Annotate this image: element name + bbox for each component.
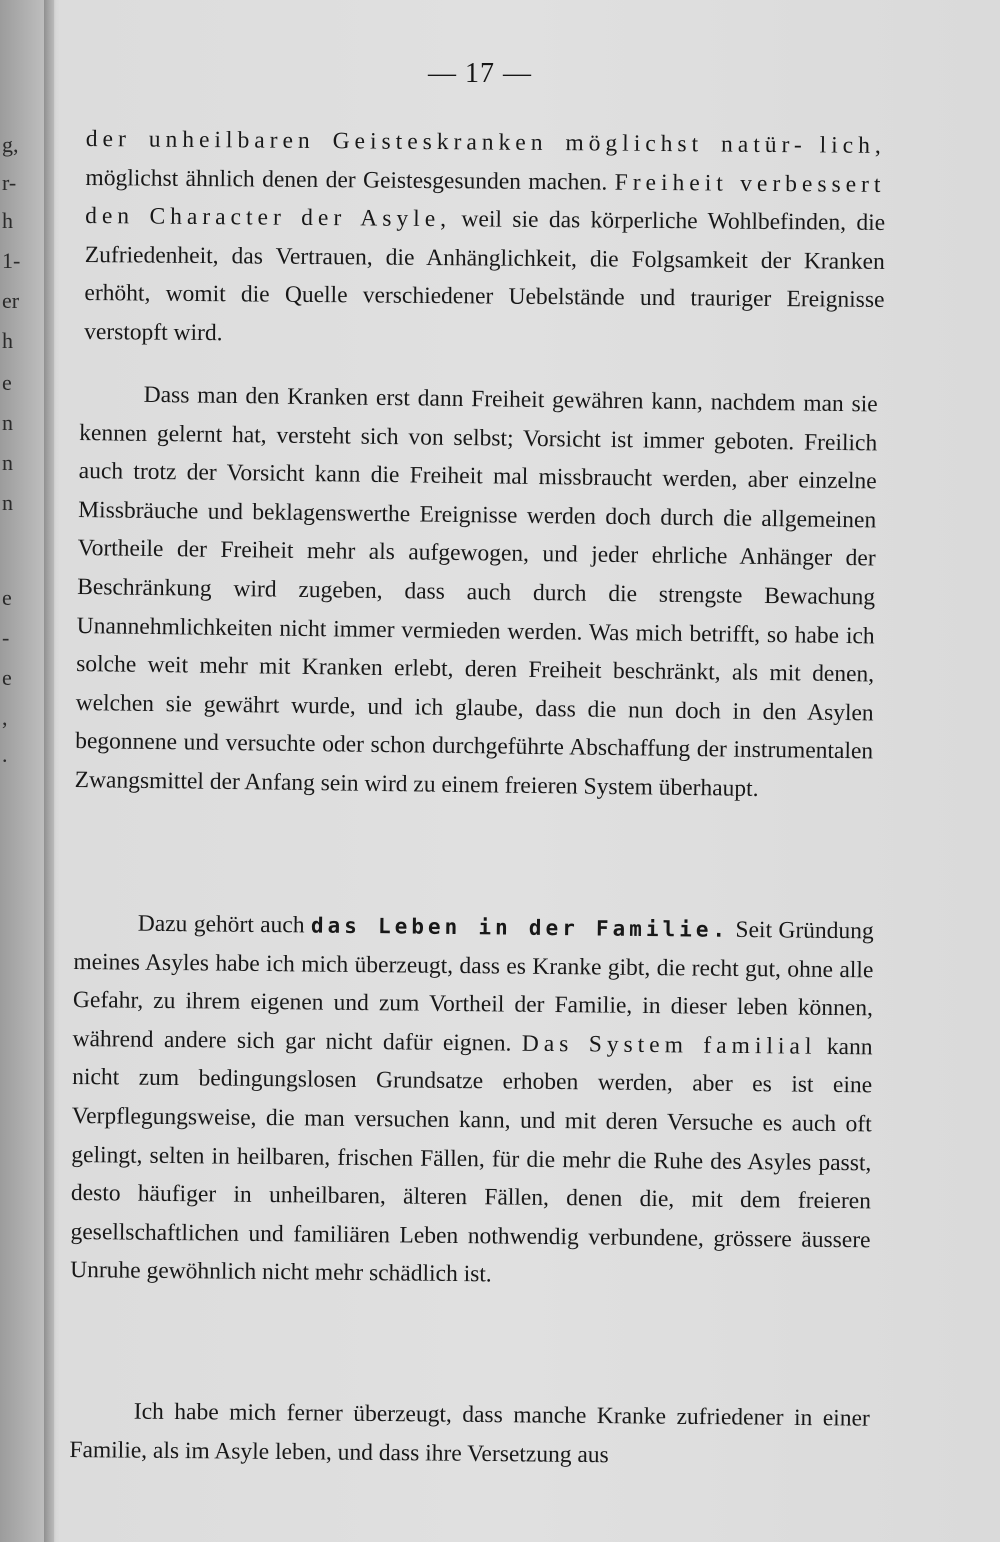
page-number: — 17 — [428, 58, 532, 89]
margin-fragment: . [2, 742, 8, 767]
margin-fragment: e [2, 665, 12, 690]
margin-fragment: er [2, 288, 20, 313]
margin-fragment: h [2, 328, 13, 353]
gutter-shadow [44, 0, 56, 1542]
margin-fragment: e [2, 370, 12, 395]
margin-fragment: n [2, 410, 13, 435]
margin-fragment: n [2, 450, 13, 475]
paragraph-3-emphasis: das Leben in der Familie. [310, 913, 730, 942]
paragraph-1-line-1: der unheilbaren Geisteskranken möglichst natür- [85, 125, 807, 159]
paragraph-1-emphasis-2: Freiheit verbessert den Character der Asyle, [85, 169, 886, 233]
margin-fragment: h [2, 208, 13, 233]
paragraph-1-text: möglichst ähnlich denen der Geistesgesunden machen. [85, 164, 608, 196]
paragraph-1-emphasis: lich, [819, 132, 886, 159]
margin-fragment: e [2, 585, 12, 610]
margin-fragment: r- [2, 170, 17, 195]
margin-fragment: - [2, 625, 10, 650]
margin-fragment: g, [2, 132, 19, 157]
paragraph-4-text: Ich habe mich ferner überzeugt, dass manche Kranke zufriedener in einer Familie, als im Asyle leben, und dass ihre Versetzung aus [69, 1398, 870, 1468]
margin-fragment: , [2, 705, 8, 730]
paragraph-2-text: Dass man den Kranken erst dann Freiheit gewähren kann, nachdem man sie kennen gelernt hat, versteht sich von selbst; Vorsicht ist immer geboten. Freilich auch trotz der Vorsicht kann die Freiheit mal missbraucht werden, aber einzelne Missbräuche und beklagenswerthe Ereignisse werden doch durch die allgemeinen Vortheile der Freiheit mehr als aufgewogen, und jeder ehrliche Anhänger der Beschränkung wird zugeben, dass auch durch die strengste Bewachung Unannehmlichkeiten nicht immer vermieden werden. Was mich betrifft, so habe ich solche weit mehr mit Kranken erlebt, deren Freiheit beschränkt, als mit denen, welchen sie gewährt wurde, und ich glaube, dass die nun doch in den Asylen begonnene und versuchte oder schon durchgeführte Abschaffung der instrumentalen Zwangsmittel der Anfang sein wird zu einem freieren System überhaupt. [74, 381, 878, 802]
paragraph-1 [84, 120, 886, 359]
margin-fragment: n [2, 490, 13, 515]
paragraph-1-text-2: weil sie das körperliche Wohlbefinden, die Zufriedenheit, das Vertrauen, die Anhänglichkeit, die Folgsamkeit der Kranken erhöht, womit die Quelle verschiedener Uebelstände und trauriger Ereignisse verstopft wird. [84, 206, 886, 347]
paragraph-3-middle: Seit Gründung meines Asyles habe ich mich überzeugt, dass es Kranke gibt, die recht gut, ohne alle Gefahr, zu ihrem eigenen und zum Vortheil der Familie, in dieser leben können, während andere sich gar nicht dafür eignen. [72, 916, 874, 1057]
margin-fragment: 1- [2, 248, 21, 273]
paragraph-4 [69, 1392, 870, 1477]
paragraph-3-emphasis-2: Das System familial [521, 1030, 817, 1060]
paragraph-2 [74, 375, 877, 810]
paragraph-3-start: Dazu gehört auch [137, 910, 312, 939]
paragraph-3 [70, 904, 874, 1298]
paragraph-3-end: kann nicht zum bedingungslosen Grundsatze erhoben werden, aber es ist eine Verpflegungsweise, die man versuchen kann, und mit deren Versuche es auch oft gelingt, selten in heilbaren, frischen Fällen, für die mehr die Ruhe des Asyles passt, desto häufiger in unheilbaren, älteren Fällen, denen die, mit dem freieren gesellschaftlichen und familiären Leben nothwendig verbundene, grössere äussere Unruhe gewöhnlich nicht mehr schädlich ist. [70, 1033, 873, 1288]
